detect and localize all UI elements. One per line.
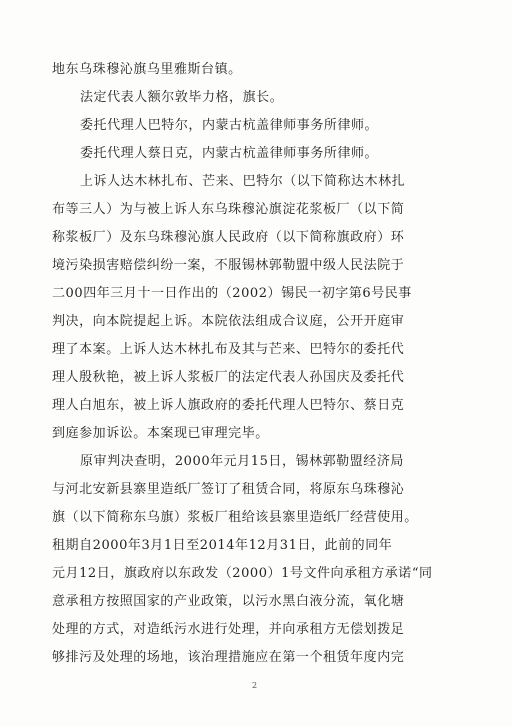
text-line: 布等三人）为与被上诉人东乌珠穆沁旗淀花浆板厂（以下简 [52,202,405,217]
text-line: 够排污及处理的场地，该治理措施应在第一个租赁年度内完 [52,650,405,665]
text-line: 与河北安新县寨里造纸厂签订了租赁合同，将原东乌珠穆沁 [52,482,405,497]
text-line: 元月12日，旗政府以东政发（2000）1号文件向承租方承诺“同 [52,566,433,581]
text-line: 理了本案。上诉人达木林扎布及其与芒来、巴特尔的委托代 [52,342,405,357]
text-line: 委托代理人巴特尔，内蒙古杭盖律师事务所律师。 [80,118,379,133]
text-line: 意承租方按照国家的产业政策，以污水黑白液分流，氧化塘 [52,594,405,609]
text-line: 理人殷秋艳，被上诉人浆板厂的法定代表人孙国庆及委托代 [52,370,405,385]
text-line: 租期自2000年3月1日至2014年12月31日，此前的同年 [52,538,393,553]
text-line: 委托代理人蔡日克，内蒙古杭盖律师事务所律师。 [80,146,379,161]
text-line: 到庭参加诉讼。本案现已审理完毕。 [52,426,269,441]
text-line: 法定代表人额尔敦毕力格，旗长。 [80,90,284,105]
text-line: 二00四年三月十一日作出的（2002）锡民一初字第6号民事 [52,286,412,301]
text-line: 理人白旭东，被上诉人旗政府的委托代理人巴特尔、蔡日克 [52,398,405,413]
text-line: 判决，向本院提起上诉。本院依法组成合议庭，公开开庭审 [52,314,405,329]
text-line: 原审判决查明，2000年元月15日，锡林郭勒盟经济局 [80,454,404,469]
page-number: 2 [252,681,258,690]
text-line: 处理的方式，对造纸污水进行处理，并向承租方无偿划拨足 [52,622,405,637]
text-line: 上诉人达木林扎布、芒来、巴特尔（以下简称达木林扎 [80,174,406,189]
text-line: 旗（以下简称东乌旗）浆板厂租给该县寨里造纸厂经营使用。 [52,510,418,525]
text-line: 称浆板厂）及东乌珠穆沁旗人民政府（以下简称旗政府）环 [52,230,405,245]
text-line: 地东乌珠穆沁旗乌里雅斯台镇。 [52,62,242,77]
text-line: 境污染损害赔偿纠纷一案，不服锡林郭勒盟中级人民法院于 [52,258,405,273]
